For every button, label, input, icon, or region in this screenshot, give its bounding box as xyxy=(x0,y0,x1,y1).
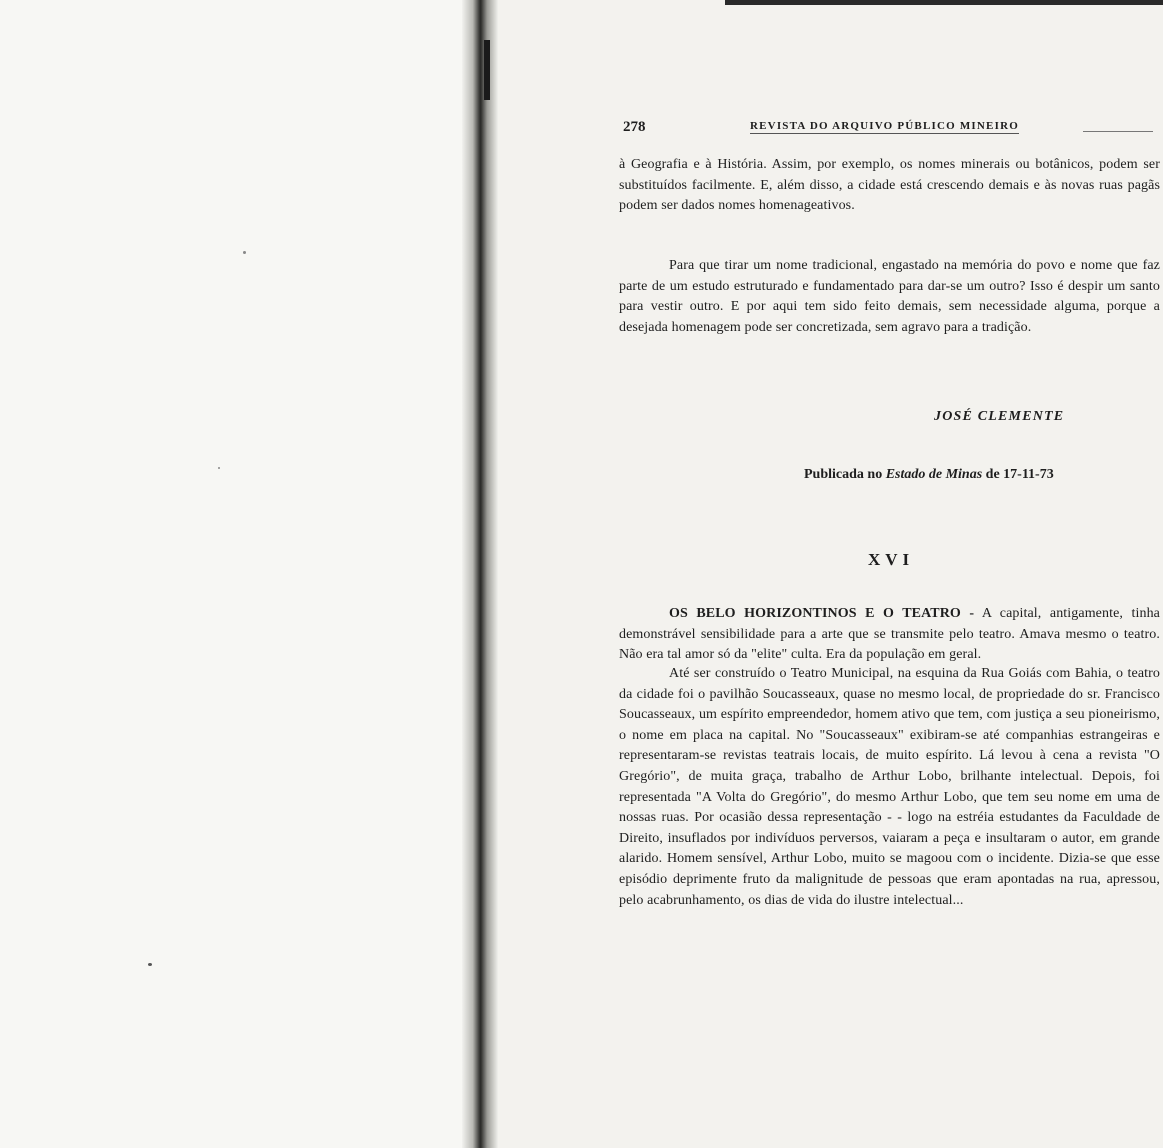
paragraph-3-text: A capital, antigamente, tinha demonstrável sensibilidade para a arte que se transmite pelo teatro. Amava mesmo o teatro. Não era tal amor só da "elite" culta. Era da população em geral. xyxy=(619,606,1160,663)
publication-prefix: Publicada no xyxy=(804,467,883,482)
publication-date: 17-11-73 xyxy=(1003,467,1054,482)
page-header xyxy=(620,117,1160,139)
header-rule xyxy=(1083,131,1153,132)
paragraph-4: Até ser construído o Teatro Municipal, na esquina da Rua Goiás com Bahia, o teatro da cidade foi o pavilhão Soucasseaux, quase no mesmo local, de propriedade do sr. Francisco Soucasseaux, um espírito empreendedor, homem ativo que tem, com justiça a seu pioneirismo, o nome em placa na capital. No "Soucasseaux" exibiram-se até companhias estrangeiras e representaram-se revistas teatrais locais, de muito espírito. Lá levou à cena a revista "O Gregório", de muita graça, trabalho de Arthur Lobo, brilhante intelectual. Depois, foi representada "A Volta do Gregório", do mesmo Arthur Lobo, que tem seu nome em uma de nossas ruas. Por ocasião dessa representação - - logo na estréia estudantes da Faculdade de Direito, insuflados por indivíduos perversos, vaiaram a peça e insultaram o autor, em grande alarido. Homem sensível, Arthur Lobo, muito se magoou com o incidente. Dizia-se que esse episódio deprimente fruto da malignitude de pessoas que eram apontadas na rua, apressou, pelo acabrunhamento, os dias de vida do ilustre intelectual... xyxy=(619,666,1160,908)
book-gutter xyxy=(462,0,498,1148)
paper-speck xyxy=(218,467,220,469)
paragraph-block xyxy=(619,604,1160,666)
publication-note xyxy=(804,467,1054,483)
right-page xyxy=(500,0,1163,1148)
publication-middle: de xyxy=(985,467,1000,482)
running-title: REVISTA DO ARQUIVO PÚBLICO MINEIRO xyxy=(750,120,1019,132)
gutter-mark xyxy=(484,40,490,100)
paragraph-3 xyxy=(619,604,1160,666)
paper-speck xyxy=(243,251,246,254)
blank-left-page xyxy=(0,0,470,1148)
newspaper-name: Estado de Minas xyxy=(885,467,983,482)
author-signature: JOSÉ CLEMENTE xyxy=(934,409,1065,424)
paragraph-block xyxy=(619,256,1160,338)
paragraph-continued xyxy=(619,155,1160,217)
section-heading-lead: OS BELO HORIZONTINOS E O TEATRO - xyxy=(669,606,975,621)
page-number: 278 xyxy=(623,119,646,135)
paragraph-2: Para que tirar um nome tradicional, engastado na memória do povo e nome que faz parte de um estudo estruturado e fundamentado para dar-se um outro? Isso é despir um santo para vestir outro. E por aqui tem sido feito demais, sem necessidade alguma, porque a desejada homenagem pode ser concretizada, sem agravo para a tradição. xyxy=(619,258,1160,335)
paragraph-1: à Geografia e à História. Assim, por exemplo, os nomes minerais ou botânicos, podem ser substituídos facilmente. E, além disso, a cidade está crescendo demais e às novas ruas pagãs podem ser dados nomes homenageativos. xyxy=(619,157,1160,214)
paper-speck xyxy=(148,963,152,966)
paragraph-block xyxy=(619,664,1160,911)
section-number: XVI xyxy=(868,550,915,569)
